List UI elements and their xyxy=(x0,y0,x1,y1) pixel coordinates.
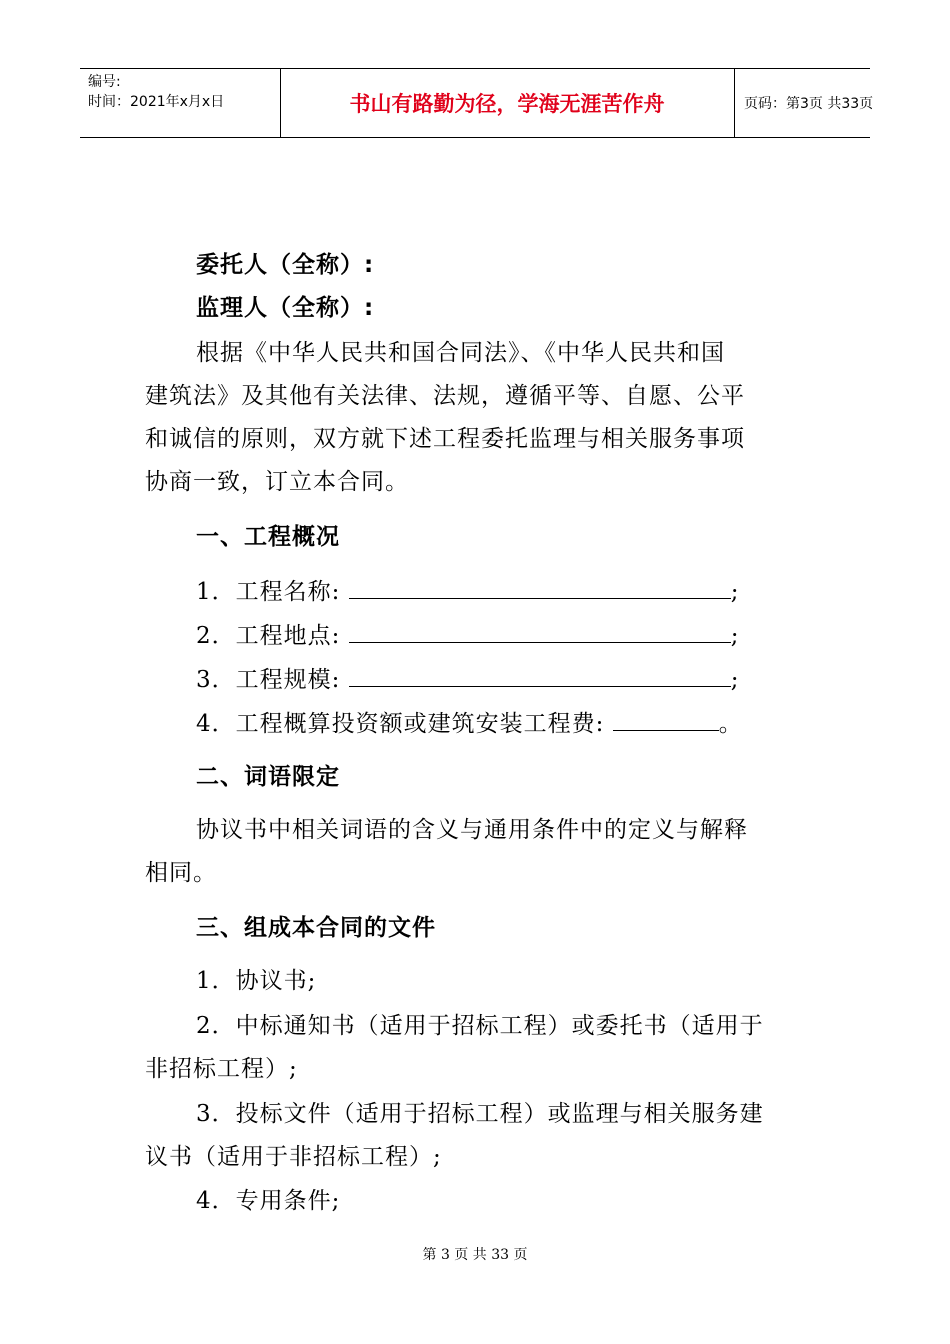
intro-line-1: 根据《中华人民共和国合同法》、《中华人民共和国 xyxy=(196,340,725,366)
project-name-label: 1．工程名称: xyxy=(196,579,341,605)
supervisor-label: 监理人（全称）: xyxy=(196,295,375,321)
intro-line-2: 建筑法》及其他有关法律、法规，遵循平等、自愿、公平 xyxy=(145,383,745,409)
project-scale-row xyxy=(196,664,739,695)
header-left-cell xyxy=(80,69,281,137)
section3-item-1: 1．协议书; xyxy=(196,968,317,994)
header-motto: 书山有路勤为径，学海无涯苦作舟 xyxy=(349,92,665,116)
section3-title: 三、组成本合同的文件 xyxy=(196,915,436,941)
section3-item-2-line-1: 2．中标通知书（适用于招标工程）或委托书（适用于 xyxy=(196,1013,764,1039)
page-header xyxy=(80,68,874,138)
section3-item-4: 4．专用条件; xyxy=(196,1188,341,1214)
project-location-blank xyxy=(349,620,731,643)
section3-item-3-line-1: 3．投标文件（适用于招标工程）或监理与相关服务建 xyxy=(196,1101,764,1127)
section2-line-2: 相同。 xyxy=(145,860,217,886)
semicolon: ; xyxy=(730,667,740,693)
section2-line-1: 协议书中相关词语的含义与通用条件中的定义与解释 xyxy=(196,817,748,843)
header-page-info: 页码：第3页 共33页 xyxy=(744,96,874,112)
section3-item-3-line-2: 议书（适用于非招标工程）; xyxy=(145,1144,442,1170)
intro-line-4: 协商一致，订立本合同。 xyxy=(145,469,409,495)
section1-title: 一、工程概况 xyxy=(196,524,340,550)
project-investment-label: 4．工程概算投资额或建筑安装工程费: xyxy=(196,711,605,737)
project-investment-row xyxy=(196,708,743,739)
section2-title: 二、词语限定 xyxy=(196,764,340,790)
project-investment-blank xyxy=(613,708,719,731)
header-page-cell xyxy=(734,69,950,137)
semicolon: ; xyxy=(730,623,740,649)
section3-item-2-line-2: 非招标工程）; xyxy=(145,1056,298,1082)
project-location-label: 2．工程地点: xyxy=(196,623,341,649)
page-footer: 第 3 页 共 33 页 xyxy=(422,1247,528,1263)
header-motto-cell xyxy=(280,69,735,137)
project-location-row xyxy=(196,620,739,651)
project-name-blank xyxy=(349,576,731,599)
period: 。 xyxy=(718,711,743,737)
document-date: 时间：2021年x月x日 xyxy=(88,94,225,110)
project-scale-label: 3．工程规模: xyxy=(196,667,341,693)
principal-label: 委托人（全称）: xyxy=(196,252,375,278)
semicolon: ; xyxy=(730,579,740,605)
document-number-label: 编号: xyxy=(88,74,121,90)
project-name-row xyxy=(196,576,739,607)
project-scale-blank xyxy=(349,664,731,687)
intro-line-3: 和诚信的原则，双方就下述工程委托监理与相关服务事项 xyxy=(145,426,745,452)
